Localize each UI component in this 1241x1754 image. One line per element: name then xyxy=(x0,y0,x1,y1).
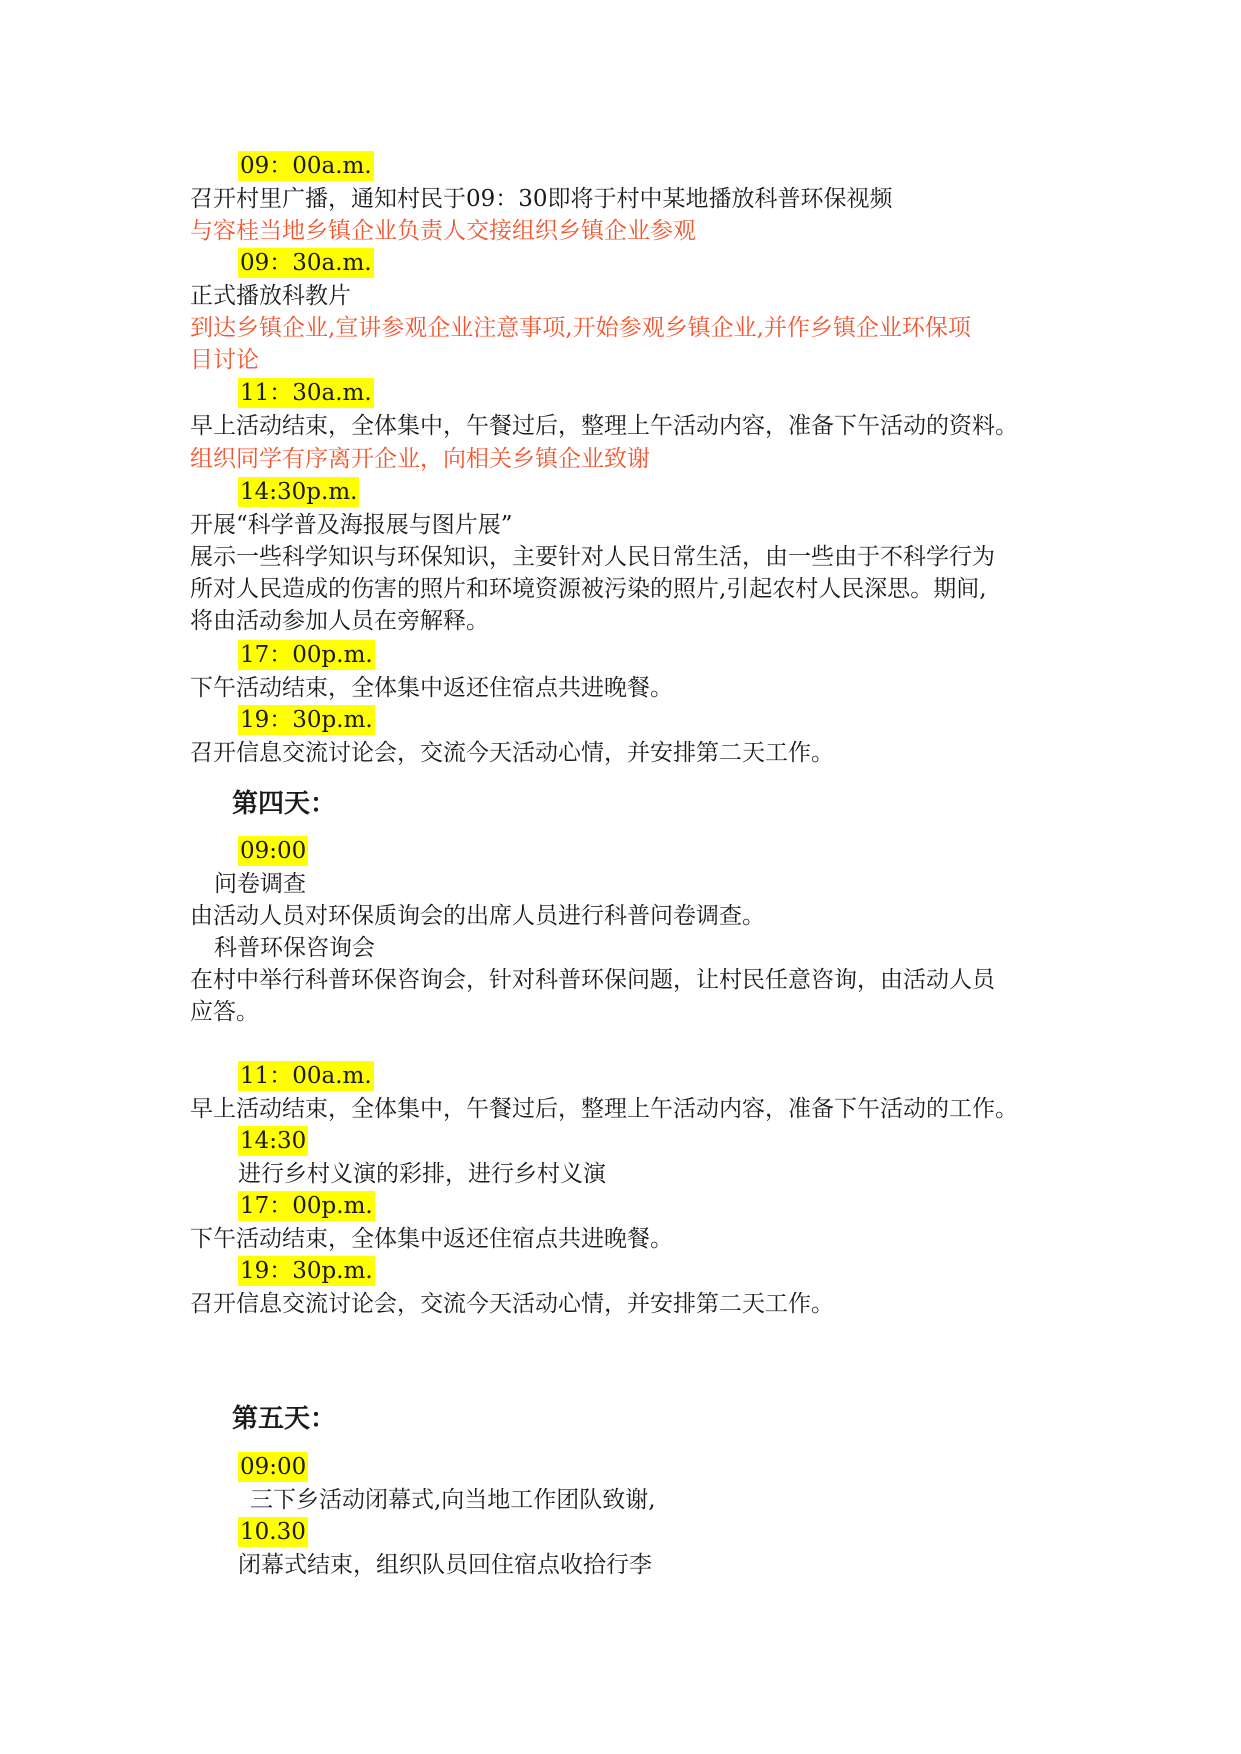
schedule-text-highlight: 组织同学有序离开企业，向相关乡镇企业致谢 xyxy=(190,446,650,472)
schedule-text-highlight: 到达乡镇企业,宣讲参观企业注意事项,开始参观乡镇企业,并作乡镇企业环保项 xyxy=(190,315,971,341)
activity-title: 问卷调查 xyxy=(214,871,306,897)
time-label: 09：00a.m. xyxy=(240,153,372,179)
time-label: 09:00 xyxy=(240,838,307,864)
time-label: 10.30 xyxy=(240,1519,306,1545)
schedule-text: 进行乡村义演的彩排，进行乡村义演 xyxy=(238,1161,606,1187)
schedule-text: 开展“科学普及海报展与图片展” xyxy=(190,512,513,538)
time-label: 09:00 xyxy=(240,1454,307,1480)
schedule-text: 应答。 xyxy=(190,999,259,1025)
day-heading: 第四天： xyxy=(232,789,337,819)
activity-title: 科普环保咨询会 xyxy=(214,935,375,961)
schedule-text: 下午活动结束，全体集中返还住宿点共进晚餐。 xyxy=(190,1226,673,1252)
schedule-text: 闭幕式结束，组织队员回住宿点收拾行李 xyxy=(238,1552,652,1578)
schedule-text: 所对人民造成的伤害的照片和环境资源被污染的照片,引起农村人民深思。期间, xyxy=(190,576,987,602)
schedule-text-highlight: 与容桂当地乡镇企业负责人交接组织乡镇企业参观 xyxy=(190,218,696,244)
time-label: 17：00p.m. xyxy=(240,1193,373,1219)
schedule-text: 在村中举行科普环保咨询会，针对科普环保问题，让村民任意咨询，由活动人员 xyxy=(190,967,995,993)
time-label: 19：30p.m. xyxy=(240,707,373,733)
schedule-text-highlight: 目讨论 xyxy=(190,347,259,373)
day-heading: 第五天： xyxy=(232,1404,337,1434)
time-label: 19：30p.m. xyxy=(240,1258,373,1284)
schedule-text: 下午活动结束，全体集中返还住宿点共进晚餐。 xyxy=(190,675,673,701)
schedule-text: 早上活动结束，全体集中，午餐过后，整理上午活动内容，准备下午活动的资料。 xyxy=(190,413,1018,439)
time-label: 17：00p.m. xyxy=(240,642,373,668)
schedule-text: 召开信息交流讨论会，交流今天活动心情，并安排第二天工作。 xyxy=(190,740,834,766)
time-label: 14:30p.m. xyxy=(240,479,358,505)
schedule-text: 召开信息交流讨论会，交流今天活动心情，并安排第二天工作。 xyxy=(190,1291,834,1317)
schedule-text: 召开村里广播，通知村民于09：30即将于村中某地播放科普环保视频 xyxy=(190,186,893,212)
schedule-text: 展示一些科学知识与环保知识，主要针对人民日常生活，由一些由于不科学行为 xyxy=(190,544,995,570)
schedule-text: 早上活动结束，全体集中，午餐过后，整理上午活动内容，准备下午活动的工作。 xyxy=(190,1096,1018,1122)
schedule-text: 正式播放科教片 xyxy=(190,283,351,309)
time-label: 09：30a.m. xyxy=(240,250,372,276)
time-label: 11：00a.m. xyxy=(240,1063,372,1089)
schedule-text: 由活动人员对环保质询会的出席人员进行科普问卷调查。 xyxy=(190,903,765,929)
time-label: 11：30a.m. xyxy=(240,380,372,406)
schedule-text: 三下乡活动闭幕式,向当地工作团队致谢, xyxy=(250,1487,656,1513)
schedule-text: 将由活动参加人员在旁解释。 xyxy=(190,608,489,634)
time-label: 14:30 xyxy=(240,1128,307,1154)
